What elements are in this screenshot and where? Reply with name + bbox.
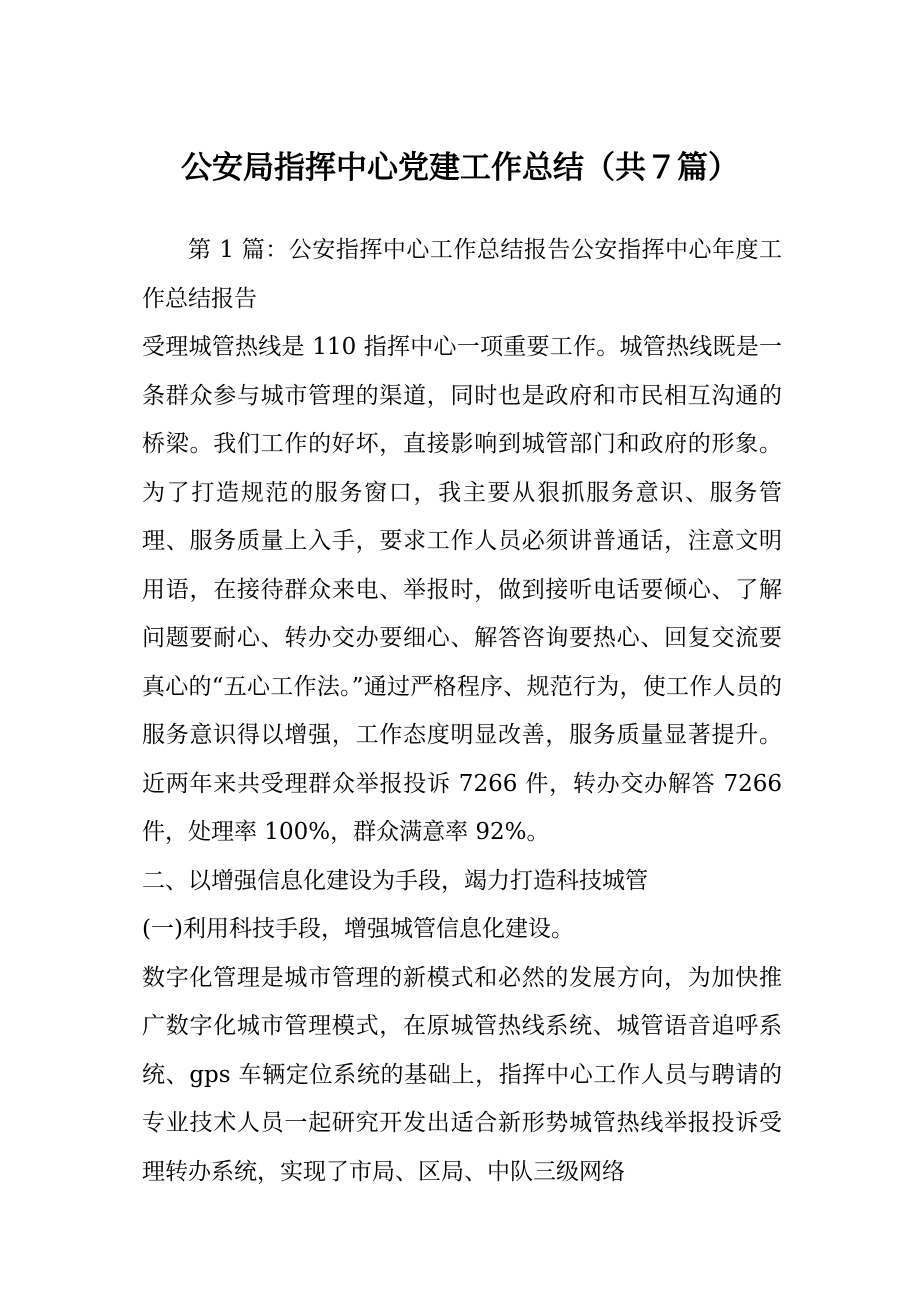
paragraph-digital-management: 数字化管理是城市管理的新模式和必然的发展方向，为加快推广数字化城市管理模式，在原城管热线系统、城管语音追呼系统、gps 车辆定位系统的基础上，指挥中心工作人员与聘请的专业技术人员一起研究开发出适合新形势城管热线举报投诉受理转办系统，实现了市局、区局、中队三级网络: [142, 964, 782, 1185]
paragraph-subheading-one: (一)利用科技手段，增强城管信息化建设。: [142, 916, 574, 942]
paragraph-heading-two: 二、以增强信息化建设为手段，竭力打造科技城管: [142, 867, 648, 894]
document-body: [142, 226, 782, 1196]
document-title: 公安局指挥中心党建工作总结（共７篇）: [181, 150, 739, 186]
paragraph-section-heading: 第 1 篇：公安指挥中心工作总结报告公安指挥中心年度工作总结报告: [142, 237, 782, 312]
paragraph-hotline: 受理城管热线是 110 指挥中心一项重要工作。城管热线既是一条群众参与城市管理的渠道，同时也是政府和市民相互沟通的桥梁。我们工作的好坏，直接影响到城管部门和政府的形象。为了打造规范的服务窗口，我主要从狠抓服务意识、服务管理、服务质量上入手，要求工作人员必须讲普通话，注意文明用语，在接待群众来电、举报时，做到接听电话要倾心、了解问题要耐心、转办交办要细心、解答咨询要热心、回复交流要真心的“五心工作法。”通过严格程序、规范行为，使工作人员的服务意识得以增强，工作态度明显改善，服务质量显著提升。近两年来共受理群众举报投诉 7266 件，转办交办解答 7266 件，处理率 100%，群众满意率 92%。: [142, 334, 782, 845]
